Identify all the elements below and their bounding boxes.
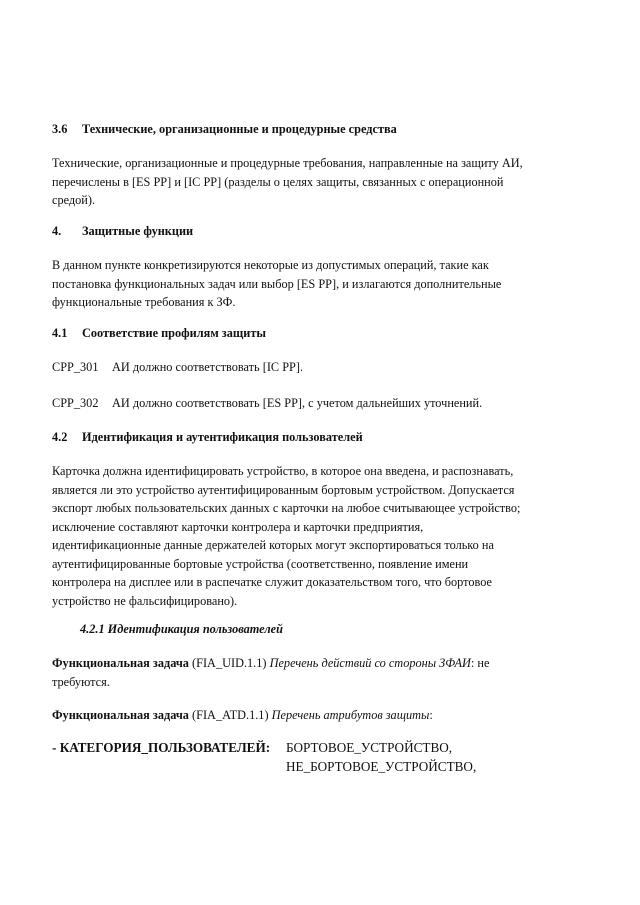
section-number: 4.: [52, 224, 62, 238]
section-title: Соответствие профилям защиты: [82, 326, 266, 340]
attribute-key: - КАТЕГОРИЯ_ПОЛЬЗОВАТЕЛЕЙ:: [52, 740, 271, 755]
section-4-heading: [52, 222, 193, 241]
paragraph-line: требуются.: [52, 674, 110, 689]
section-3-6-heading: [52, 120, 397, 139]
section-4-paragraph: [52, 256, 592, 312]
requirement-code: (FIA_ATD.1.1): [192, 708, 269, 722]
paragraph-line: является ли это устройство аутентифицированным бортовым устройством. Допускается: [52, 482, 515, 497]
requirement-cpp-302: [52, 394, 482, 413]
section-4-2-heading: [52, 428, 363, 447]
requirement-italic: Перечень атрибутов защиты: [271, 708, 430, 722]
section-title: Технические, организационные и процедурные средства: [82, 122, 397, 136]
requirement-label: Функциональная задача: [52, 708, 189, 722]
requirement-tail: :: [429, 708, 433, 722]
section-number: 3.6: [52, 122, 68, 136]
paragraph-line: экспорт любых пользовательских данных с карточки на любое считывающее устройство;: [52, 501, 521, 515]
section-title: Защитные функции: [82, 224, 194, 238]
paragraph-line: перечислены в [ES PP] и [IC PP] (разделы о целях защиты, связанных с операционной: [52, 174, 504, 189]
requirement-label: Функциональная задача: [52, 656, 189, 670]
attribute-values: [286, 738, 476, 776]
fia-uid-paragraph: [52, 654, 592, 691]
paragraph-line: Карточка должна идентифицировать устройство, в которое она введена, и распознавать,: [52, 464, 514, 478]
requirement-id: CPP_302: [52, 396, 99, 410]
paragraph-line: идентификационные данные держателей которых могут экспортироваться только на: [52, 538, 494, 552]
section-4-2-paragraph: [52, 462, 592, 610]
requirement-code: (FIA_UID.1.1): [192, 656, 267, 670]
paragraph-line: В данном пункте конкретизируются некоторые из допустимых операций, такие как: [52, 258, 489, 272]
section-number: 4.1: [52, 326, 68, 340]
attribute-value: БОРТОВОЕ_УСТРОЙСТВО,: [286, 740, 453, 755]
requirement-rest: : не: [470, 656, 490, 670]
paragraph-line: аутентифицированные бортовые устройства (соответственно, появление имени: [52, 556, 469, 571]
requirement-cpp-301: [52, 358, 303, 377]
attribute-value: НЕ_БОРТОВОЕ_УСТРОЙСТВО,: [286, 759, 477, 774]
section-3-6-paragraph: [52, 154, 592, 210]
requirement-italic: Перечень действий со стороны ЗФАИ: [269, 656, 471, 670]
section-number: 4.2: [52, 430, 68, 444]
requirement-text: АИ должно соответствовать [IC PP].: [112, 360, 304, 374]
requirement-id: CPP_301: [52, 360, 99, 374]
paragraph-line: исключение составляют карточки контролера и карточки предприятия,: [52, 519, 424, 534]
paragraph-line: контролера на дисплее или в распечатке служит доказательством того, что бортовое: [52, 575, 492, 589]
section-title: Идентификация и аутентификация пользователей: [82, 430, 363, 444]
paragraph-line: Технические, организационные и процедурные требования, направленные на защиту АИ,: [52, 156, 523, 170]
fia-atd-paragraph: [52, 706, 592, 725]
section-4-2-1-heading: 4.2.1 Идентификация пользователей: [80, 622, 283, 636]
section-4-1-heading: [52, 324, 266, 343]
paragraph-line: средой).: [52, 193, 96, 207]
paragraph-line: устройство не фальсифицировано).: [52, 593, 238, 608]
requirement-text: АИ должно соответствовать [ES PP], с учетом дальнейших уточнений.: [112, 396, 483, 410]
paragraph-line: постановка функциональных задач или выбор [ES PP], и излагаются дополнительные: [52, 276, 502, 291]
paragraph-line: функциональные требования к ЗФ.: [52, 295, 236, 309]
